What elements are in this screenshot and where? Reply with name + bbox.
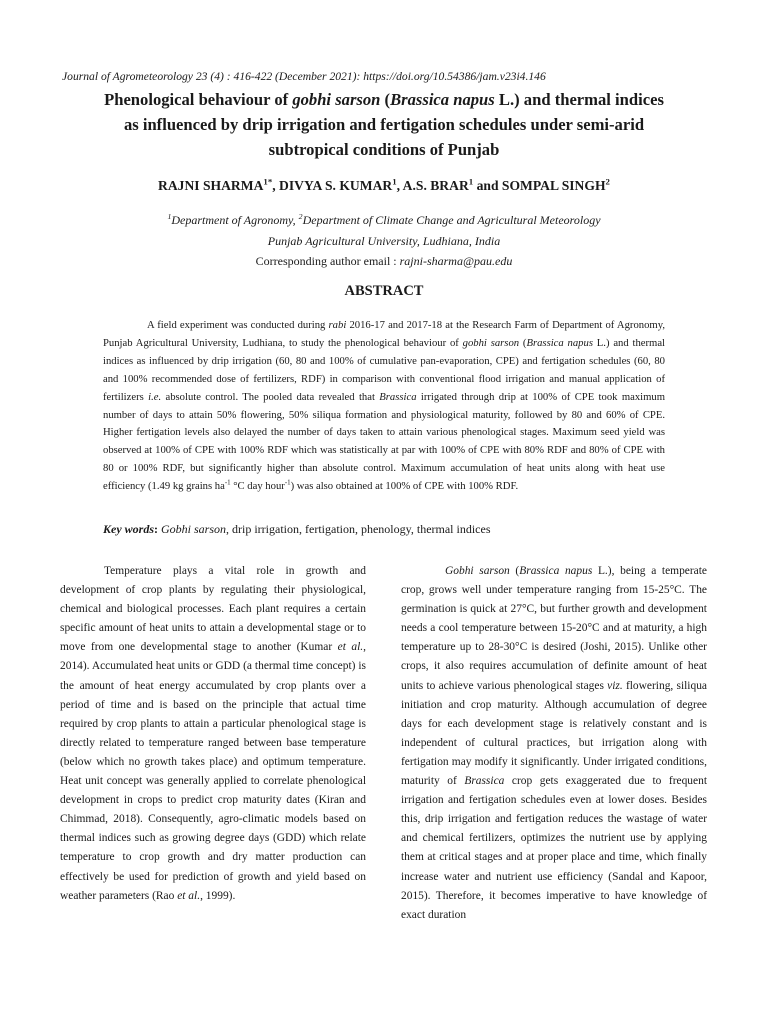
text-run: ) was also obtained at 100% of CPE with 100% RDF. [290, 481, 519, 493]
text-run: absolute control. The pooled data revealed that [161, 391, 380, 403]
author-affiliation-mark: 1 [468, 176, 474, 187]
affiliation-departments [40, 213, 728, 228]
italic-text: rabi [328, 320, 347, 331]
author-separator: and [473, 178, 502, 193]
text-run: L.) and thermal indices as influenced by drip irrigation (60, 80 and 100% of cumulative pan-evaporation, CPE) and fertigation schedules (60, 80 and 100% recommended dose of fertilizers, RDF) in comparison with conventional flood irrigation and manual application of fertilizers [103, 337, 666, 403]
corresponding-author [40, 254, 728, 269]
author-name: A.S. BRAR [402, 178, 469, 193]
author-name: RAJNI SHARMA [158, 178, 264, 193]
affiliation-mark: 2 [298, 212, 303, 221]
body-column-left [60, 562, 366, 906]
italic-text: et al. [337, 641, 364, 654]
author-separator: , [396, 178, 403, 193]
text-run: crop gets exaggerated due to frequent irrigation and fertigation schedules even at lower doses. Besides this, drip irrigation and fertigation reduces the wastage of water and chemical fertilizers, optimizes the nutrient use by applying them at critical stages and at proper place and time, which finally increase water and nutrient use efficiency (Sandal and Kapoor, 2015). Therefore, it becomes imperative to have knowledge of exact duration [401, 775, 707, 921]
italic-text: Brassica napus [526, 337, 593, 349]
author-name: DIVYA S. KUMAR [279, 178, 393, 193]
email-label: Corresponding author email : [255, 254, 400, 268]
text-run: L.), being a temperate crop, grows well under temperature ranging from 15-25°C. The germination is quick at 27°C, but further growth and development needs a cool temperature between 15-20°C and at maturity, a high temperature up to 28-30°C is desired (Joshi, 2015). Unlike other crops, it also requires accumulation of definite amount of heat units to achieve various phenological stages [401, 565, 708, 692]
text-run: °C day hour [230, 481, 285, 493]
keywords-colon: : [154, 522, 161, 536]
author-affiliation-mark: 1 [392, 176, 397, 187]
title-text: ( [380, 90, 391, 109]
body-column-right [401, 562, 707, 925]
title-italic-common-name: gobhi sarson [292, 90, 381, 109]
text-run: 2016-17 and 2017-18 at the Research Farm of Department of Agronomy, Punjab Agricultural University, Ludhiana, to study the phenological behaviour of [103, 320, 665, 349]
paper-title [40, 87, 728, 162]
affiliation-mark: 1 [167, 212, 172, 221]
department-agronomy: Department of Agronomy, [171, 213, 299, 227]
author-affiliation-mark: 1* [263, 176, 273, 187]
text-run: irrigated through drip at 100% of CPE took maximum number of days to attain 50% flowering, 50% siliqua formation and physiological maturity, followed by 80 and 60% of CPE. Higher fertigation levels also delayed the number of days taken to attain various phenological stages. Maximum seed yield was observed at 100% of CPE with 100% RDF which was statistically at par with 100% of CPE with 80% RDF and 80% of CPE with 80 or 100% RDF, but significantly higher than absolute control. Maximum accumulation of heat units along with heat use efficiency (1.49 kg grains ha [103, 391, 665, 493]
keywords-label: Key words [103, 522, 154, 536]
abstract-body [103, 317, 665, 496]
department-climate: Department of Climate Change and Agricultural Meteorology [302, 213, 601, 227]
text-run: A field experiment was conducted during [147, 320, 329, 331]
text-run: ( [509, 565, 520, 577]
journal-citation: Journal of Agrometeorology 23 (4) : 416-422 (December 2021): https://doi.org/10.54386/jam.v23i4.146 [62, 70, 546, 83]
italic-text: et al. [177, 889, 201, 902]
superscript-text: -1 [224, 479, 231, 487]
title-italic-species: Brassica napus [390, 90, 495, 109]
body-paragraph [60, 562, 366, 906]
author-name: SOMPAL SINGH [501, 178, 606, 193]
author-affiliation-mark: 2 [605, 176, 610, 187]
text-run: , 1999). [200, 889, 236, 902]
keyword-italic: Gobhi sarson [161, 522, 227, 536]
text-run: ( [519, 337, 527, 349]
italic-text: viz. [607, 679, 623, 692]
title-line-2: as influenced by drip irrigation and fertigation schedules under semi-arid [123, 115, 645, 134]
email-address[interactable]: rajni-sharma@pau.edu [399, 254, 513, 268]
italic-text: Brassica [379, 391, 417, 403]
italic-text: Brassica napus [519, 565, 593, 577]
italic-text: Gobhi sarson [445, 565, 510, 577]
title-text: L.) and thermal indices [494, 90, 664, 109]
author-separator: , [272, 178, 280, 193]
text-run: flowering, siliqua initiation and crop maturity. Although accumulation of degree days for each development stage is relatively constant and is independent of cultural practices, but irrigation along with fertigation may modify it significantly. Under irrigated conditions, maturity of [401, 679, 707, 788]
text-run: Temperature plays a vital role in growth and development of crop plants by regulating their physiological, chemical and biological processes. Each plant requires a certain specific amount of heat units to attain a developmental stage or to move from one developmental stage to another (Kumar [60, 565, 366, 654]
abstract-paragraph [103, 317, 665, 496]
italic-text: i.e. [148, 391, 162, 403]
author-list [40, 178, 728, 194]
italic-text: gobhi sarson [462, 337, 520, 349]
title-text: Phenological behaviour of [104, 90, 293, 109]
italic-text: Brassica [464, 775, 505, 788]
text-run: , 2014). Accumulated heat units or GDD (a thermal time concept) is the amount of heat energy accumulated by crop plants over a period of time and is based on the principle that actual time required by crop plants to attain a particular phenological stage is directly related to temperature ranged between base temperature (below which no growth takes place) and optimum temperature. Heat unit concept was generally applied to correlate phenological development in crops to predict crop maturity dates (Kiran and Chimmad, 2018). Consequently, agro-climatic models based on thermal indices such as growing degree days (GDD) which relate temperature to crop growth and dry matter production can effectively be used for prediction of growth and yield based on weather parameters (Rao [60, 641, 366, 902]
affiliation-university: Punjab Agricultural University, Ludhiana, India [267, 234, 501, 248]
title-line-3: subtropical conditions of Punjab [268, 140, 500, 159]
abstract-heading: ABSTRACT [344, 283, 424, 299]
superscript-text: -1 [284, 479, 291, 487]
keyword-list: , drip irrigation, fertigation, phenology, thermal indices [226, 522, 491, 536]
body-paragraph [401, 562, 707, 925]
keywords [103, 522, 491, 537]
